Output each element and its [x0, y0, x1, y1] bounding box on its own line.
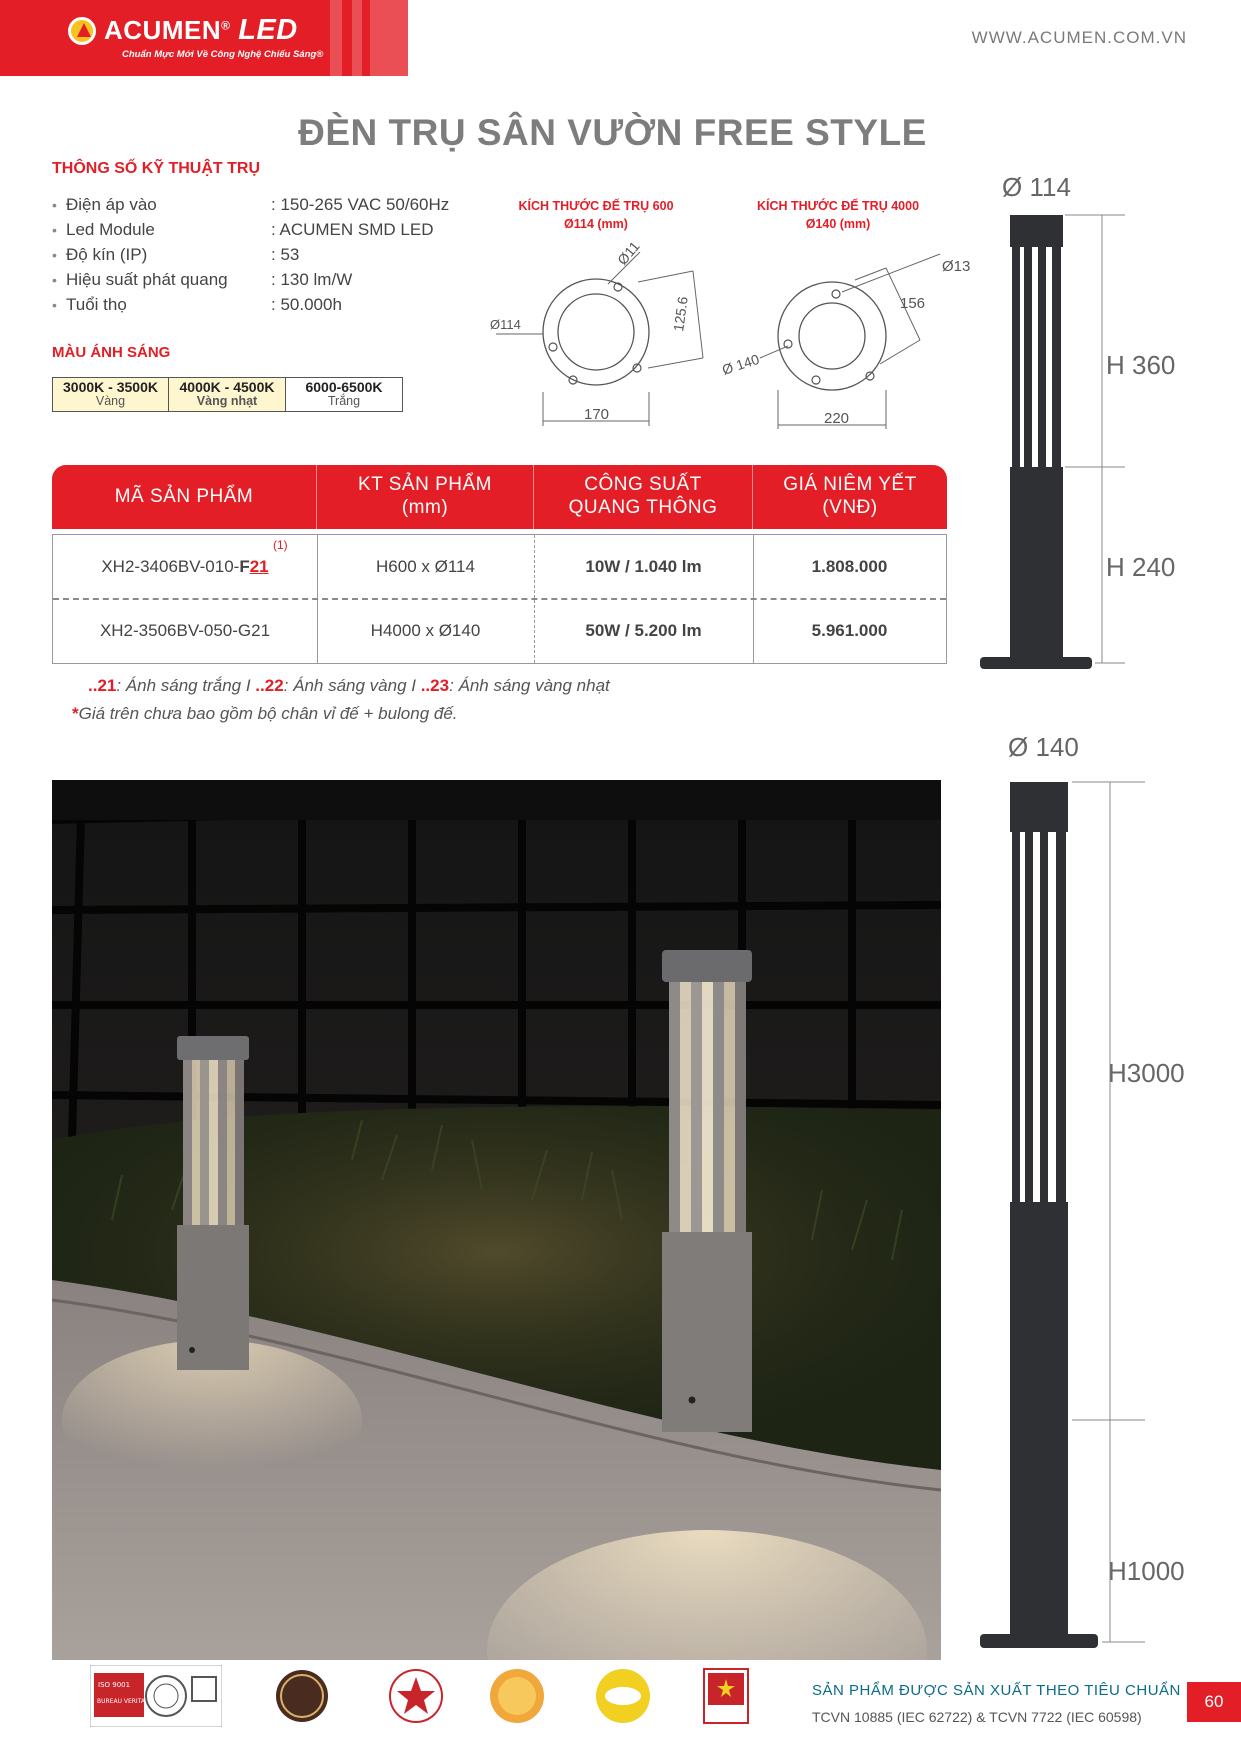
base-4000-caption: KÍCH THƯỚC ĐẾ TRỤ 4000 Ø140 (mm): [756, 199, 920, 232]
footnote-marker: (1): [273, 538, 288, 552]
svg-text:ISO 9001: ISO 9001: [98, 1681, 131, 1689]
light-option-cool: 6000-6500K Trắng: [286, 378, 403, 412]
base-600-bolt-holes: [549, 283, 641, 384]
large-pole-bottom-height: H1000: [1108, 1556, 1185, 1586]
brand-stripe: [352, 0, 362, 76]
brand-stripe: [370, 0, 408, 76]
acumen-logo-icon: [68, 17, 96, 45]
base-4000-dimension-lines: [760, 254, 940, 429]
bollard-light-small: [177, 1036, 249, 1370]
product-code-cell: XH2-3406BV-010- F 21 (1): [101, 538, 288, 576]
base-4000-hole-label: Ø13: [942, 258, 971, 275]
spec-row: • Điện áp vào : 150-265 VAC 50/60Hz: [52, 194, 450, 214]
base-4000-bolt-holes: [784, 290, 874, 384]
spec-row: • Led Module : ACUMEN SMD LED: [52, 219, 434, 239]
brand-logo-text: ACUMEN® LED: [104, 14, 298, 46]
base-600-drawing: [488, 240, 708, 430]
product-power-cell: 10W / 1.040 lm: [585, 557, 702, 576]
garden-scene-illustration: [52, 780, 941, 1660]
star-award-badge: [387, 1665, 445, 1727]
well-known-brand-badge: [592, 1665, 654, 1727]
light-option-neutral: 4000K - 4500K Vàng nhạt: [169, 378, 286, 412]
table-row: [53, 599, 946, 663]
small-pole-dimension-lines: [1065, 215, 1125, 663]
light-color-table: [52, 377, 403, 412]
price-note: *Giá trên chưa bao gồm bộ chân vỉ đế + bulong đế.: [72, 704, 458, 723]
base-4000-drawing: [719, 240, 971, 430]
base-600-hole-label: Ø11: [614, 238, 643, 268]
bullet-icon: •: [52, 296, 57, 313]
spec-row: • Độ kín (IP) : 53: [52, 244, 300, 264]
header-product-code: MÃ SẢN PHẨM: [52, 465, 317, 529]
iso-certification-badge: [90, 1665, 222, 1727]
large-pole-drawing: [980, 780, 1150, 1670]
base-4000-bolt-label: 156: [900, 295, 926, 312]
small-pole-bottom-height: H 240: [1106, 552, 1176, 582]
base-600-dimension-lines: [496, 252, 703, 426]
base-600-caption: KÍCH THƯỚC ĐẾ TRỤ 600 Ø114 (mm): [518, 199, 674, 232]
product-table: [52, 534, 947, 664]
product-price-cell: 5.961.000: [811, 621, 888, 640]
spec-row: • Hiệu suất phát quang : 130 lm/W: [52, 269, 353, 289]
large-pole-top-height: H3000: [1108, 1058, 1185, 1088]
product-size-cell: H4000 x Ø140: [370, 621, 481, 640]
page-title: ĐÈN TRỤ SÂN VƯỜN FREE STYLE: [298, 112, 927, 153]
bullet-icon: •: [52, 196, 57, 213]
base-4000-width-label: 220: [824, 410, 850, 427]
product-size-cell: H600 x Ø114: [376, 557, 475, 576]
specs-heading: THÔNG SỐ KỸ THUẬT TRỤ: [52, 160, 260, 177]
large-pole-dimension-lines: [1072, 782, 1145, 1642]
header-product-size: KT SẢN PHẨM (mm): [317, 465, 534, 529]
small-pole-diameter: Ø 114: [1002, 172, 1071, 202]
light-color-heading: MÀU ÁNH SÁNG: [52, 344, 171, 361]
spec-row: • Tuổi thọ : 50.000h: [52, 294, 342, 314]
header-price: GIÁ NIÊM YẾT (VNĐ): [783, 474, 917, 518]
base-600-inner-label: Ø114: [490, 317, 521, 332]
light-option-warm: 3000K - 3500K Vàng: [53, 378, 169, 412]
light-code-legend: ..21: Ánh sáng trắng I ..22: Ánh sáng vàng I ..23: Ánh sáng vàng nhạt: [88, 676, 610, 695]
trusted-brand-badge: [486, 1665, 548, 1727]
product-price-cell: 1.808.000: [811, 557, 888, 576]
product-power-cell: 50W / 5.200 lm: [585, 621, 702, 640]
base-600-bolt-label: 125.6: [670, 295, 691, 333]
large-pole-diameter: Ø 140: [1008, 732, 1079, 762]
small-pole-drawing: [980, 205, 1130, 675]
product-code-cell: XH2-3506BV-050-G21: [99, 621, 271, 640]
brand-tagline: Chuẩn Mực Mới Về Công Nghệ Chiếu Sáng®: [122, 49, 324, 60]
brand-header: [0, 0, 408, 76]
bollard-light-large: [662, 950, 752, 1432]
bullet-icon: •: [52, 221, 57, 238]
base-4000-plate: [778, 282, 886, 390]
base-600-width-label: 170: [584, 406, 610, 423]
bullet-icon: •: [52, 271, 57, 288]
header-power: CÔNG SUẤT QUANG THÔNG: [534, 465, 753, 529]
brand-stripe: [330, 0, 342, 76]
certification-logos: [90, 1665, 800, 1731]
product-scene-photo: [52, 780, 941, 1660]
table-row: [53, 535, 946, 599]
page-number: 60: [1187, 1682, 1241, 1722]
svg-text:BUREAU VERITAS: BUREAU VERITAS: [97, 1698, 149, 1705]
vietnam-quality-badge: [700, 1665, 752, 1727]
specs-list: [52, 192, 472, 317]
gold-award-badge: [273, 1665, 331, 1727]
standard-text: TCVN 10885 (IEC 62722) & TCVN 7722 (IEC 60598): [812, 1709, 1142, 1725]
website-url[interactable]: WWW.ACUMEN.COM.VN: [971, 28, 1187, 47]
base-4000-inner-label: Ø 140: [719, 350, 762, 378]
bullet-icon: •: [52, 246, 57, 263]
product-table-header: [52, 465, 947, 529]
small-pole-top-height: H 360: [1106, 350, 1176, 380]
standard-title: SẢN PHẨM ĐƯỢC SẢN XUẤT THEO TIÊU CHUẨN: [812, 1682, 1181, 1699]
